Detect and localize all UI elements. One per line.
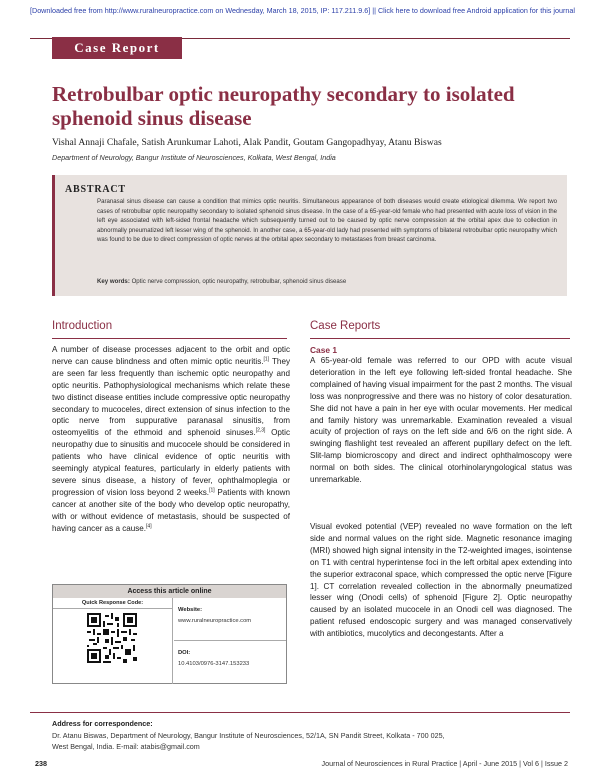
- citation-ref[interactable]: [4]: [146, 522, 152, 529]
- citation-ref[interactable]: [1]: [263, 356, 270, 363]
- journal-footer: Journal of Neurosciences in Rural Practice | April - June 2015 | Vol 6 | Issue 2: [321, 759, 568, 768]
- access-heading: Access this article online: [53, 585, 286, 598]
- qr-cell: [53, 609, 173, 684]
- intro-text-2: They are seen far less frequently than ischemic optic neuropathy and optic neuritis. Pathophysiological mechanisms which relate these two distinct disease entities include compressive optic neuropathy secondary to mucoceles, direct extension of sinus infection to the optic nerve from suppurative paranasal sinusitis, from osteomyelitis of the ethmoid and sphenoid sinuses.: [52, 356, 290, 438]
- keywords: [97, 278, 557, 285]
- qr-code-icon[interactable]: [87, 613, 137, 663]
- website-link[interactable]: www.ruralneuropractice.com: [178, 618, 252, 624]
- case1-paragraph-2: Visual evoked potential (VEP) revealed no wave formation on the left side and normal values on the right side. Magnetic resonance imaging (MRI) showed high signal intensity in the T2-weighted images, isointense on T1 with central hyperintense foci in the left orbital apex extending into the superior extraconal space, which compressed the optic nerve [Figure 1]. CT correlation revealed collection in the abnormally pneumatized lesser wing (Onodi cells) of sphenoid [Figure 2]. Optic neuropathy caused by an isolated mucocele in an Onodi cell was diagnosed. The patient refused endoscopic surgery and was managed conservatively with antibiotics, mucolytics and decongestants. After a: [310, 522, 572, 639]
- abstract-box: [52, 175, 567, 296]
- qr-label: Quick Response Code:: [53, 598, 173, 609]
- citation-ref[interactable]: [2,3]: [255, 427, 266, 434]
- intro-text-3: Optic neuropathy due to sinusitis and mucocele should be considered in patients who have clinical evidence of optic neuritis with seemingly atypical features, particularly in elderly patients with severe sinus disease, a history of fever, ophthalmoplegia or progression of vision loss beyond 2 weeks.: [52, 428, 291, 497]
- keywords-list: Optic nerve compression, optic neuropathy, retrobulbar, sphenoid sinus disease: [131, 278, 347, 285]
- case1-paragraph-1: A 65-year-old female was referred to our OPD with acute visual deterioration in the left eye following left-sided frontal headache. She complained of having visual impairment for the past 2 months. The visual loss was nonprogressive and there was no history of color desaturation. She did not have a pain in her eye with ocular movements. Her medical and family history was unremarkable. Examination revealed a visual acuity of projection of rays on the left side and 6/6 on the right side. A swinging flashlight test revealed an afferent pupillary defect on the left. Slit-lamp biomicroscopy and direct and indirect ophthalmoscopy were normal on both sides. The clinical otorhinolaryngological status was unremarkable.: [310, 356, 572, 485]
- introduction-paragraph: [52, 344, 290, 535]
- page-number: 238: [35, 759, 47, 768]
- doi-link[interactable]: 10.4103/0976-3147.153233: [178, 661, 250, 667]
- correspondence-heading: Address for correspondence:: [52, 719, 153, 728]
- keywords-label: Key words:: [97, 278, 130, 285]
- footer-rule: [30, 712, 570, 713]
- case-reports-heading: Case Reports: [310, 320, 381, 332]
- citation-ref[interactable]: [1]: [209, 487, 215, 494]
- case-reports-rule: [310, 338, 570, 339]
- affiliation: Department of Neurology, Bangur Institute of Neurosciences, Kolkata, West Bengal, India: [52, 153, 336, 162]
- abstract-heading: ABSTRACT: [65, 184, 126, 195]
- intro-text-1: A number of disease processes adjacent to the orbit and optic nerve can cause blindness and often mimic optic neuritis.: [52, 345, 290, 366]
- section-tag: Case Report: [52, 37, 182, 59]
- meta-divider: [174, 640, 286, 641]
- correspondence-line-1: Dr. Atanu Biswas, Department of Neurology, Bangur Institute of Neurosciences, 52/1A, SN Pandit Street, Kolkata - 700 025,: [52, 731, 445, 740]
- download-banner[interactable]: [Downloaded free from http://www.ruralneuropractice.com on Wednesday, March 18, 2015, IP: 117.211.9.6] || Click here to download free Android application for this journal: [30, 6, 575, 15]
- access-meta: [174, 598, 286, 684]
- author-list: Vishal Annaji Chafale, Satish Arunkumar Lahoti, Alak Pandit, Goutam Gangopadhyay, Atanu Biswas: [52, 137, 442, 148]
- intro-text-4: Patients with known cancer at another site of the body who develop optic neuropathy, with or without evidence of metastasis, should be suspected of having cancer as a cause.: [52, 487, 290, 533]
- correspondence-line-2: West Bengal, India. E-mail: atabis@gmail.com: [52, 742, 200, 751]
- website-label: Website:: [178, 607, 203, 613]
- access-article-box: [52, 584, 287, 684]
- doi-label: DOI:: [178, 650, 191, 656]
- abstract-text: Paranasal sinus disease can cause a condition that mimics optic neuritis. Simultaneous appearance of both diseases would create etiological dilemma. We report two cases of retrobulbar optic neuropathy secondary to isolated sphenoid sinus disease. In the case of a 65-year-old female who had presented with acute loss of vision in the left eye associated with left-sided frontal headache which subsequently turned out to be caused by optic nerve compression at the orbital apex due to collection in abnormally pneumatized left lesser wing of the sphenoid. In another case, a 65-year-old lady had presented with symptoms of bilateral retrobulbar optic neuropathy which was found to be due to direct compression of optic nerves at the orbital apex secondary to metastases from breast carcinoma.: [97, 198, 557, 244]
- introduction-heading: Introduction: [52, 320, 113, 332]
- article-title: Retrobulbar optic neuropathy secondary to isolated sphenoid sinus disease: [52, 82, 515, 130]
- case1-heading: Case 1: [310, 345, 338, 355]
- introduction-rule: [52, 338, 287, 339]
- correspondence-address: [52, 730, 572, 752]
